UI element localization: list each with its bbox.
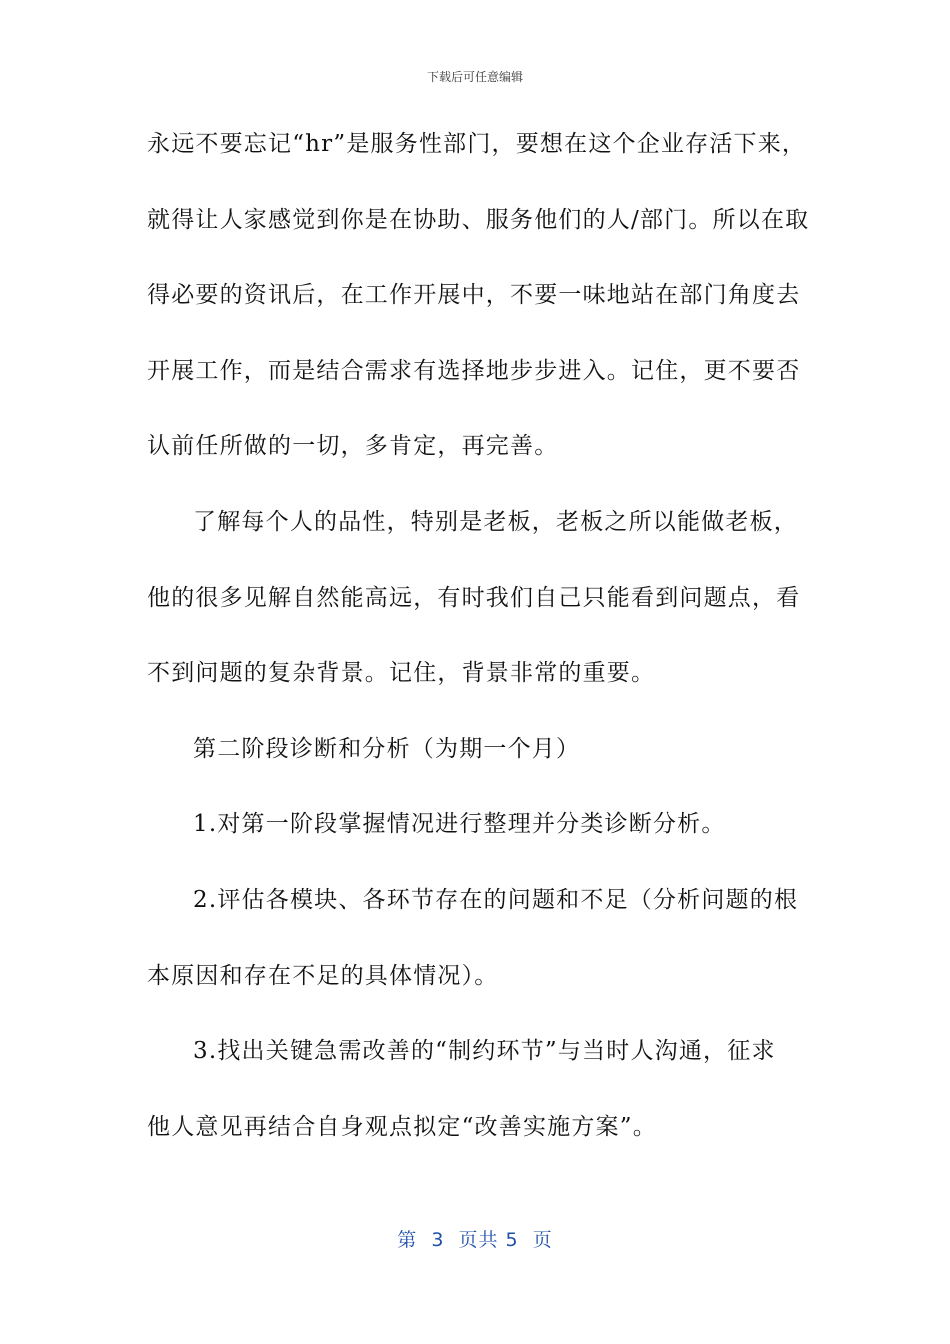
page-header: 下载后可任意编辑 xyxy=(426,70,523,84)
body-line: 永远不要忘记“hr”是服务性部门，要想在这个企业存活下来， xyxy=(147,131,807,157)
list-item: 2.评估各模块、各环节存在的问题和不足（分析问题的根 xyxy=(193,886,799,913)
list-item: 3.找出关键急需改善的“制约环节”与当时人沟通，征求 xyxy=(193,1038,776,1065)
body-line: 开展工作，而是结合需求有选择地步步进入。记住，更不要否 xyxy=(147,357,801,384)
body-line: 本原因和存在不足的具体情况）。 xyxy=(147,962,499,989)
page-number-footer: 第 3 页共 5 页 xyxy=(397,1229,553,1251)
body-line: 他的很多见解自然能高远，有时我们自己只能看到问题点，看 xyxy=(147,584,801,611)
section-heading: 第二阶段诊断和分析（为期一个月） xyxy=(193,735,581,762)
paragraph-first-line: 了解每个人的品性，特别是老板，老板之所以能做老板， xyxy=(193,508,798,535)
list-item: 1.对第一阶段掌握情况进行整理并分类诊断分析。 xyxy=(193,811,726,838)
body-line: 不到问题的复杂背景。记住，背景非常的重要。 xyxy=(147,660,656,687)
body-line: 得必要的资讯后，在工作开展中，不要一味地站在部门角度去 xyxy=(147,282,801,309)
body-line: 他人意见再结合自身观点拟定“改善实施方案”。 xyxy=(147,1113,657,1140)
document-body xyxy=(147,124,810,1182)
body-line: 认前任所做的一切，多肯定，再完善。 xyxy=(147,433,559,460)
body-line: 就得让人家感觉到你是在协助、服务他们的人/部门。所以在取 xyxy=(147,206,810,233)
